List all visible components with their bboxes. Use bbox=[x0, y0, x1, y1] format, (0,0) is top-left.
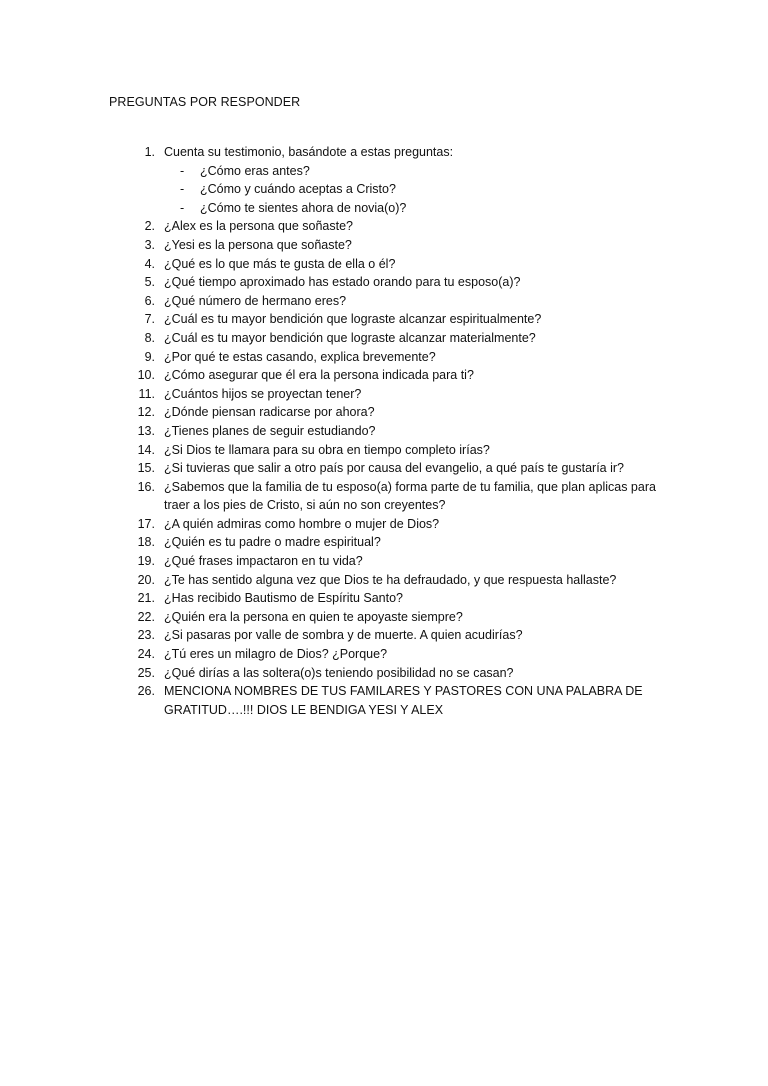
list-item bbox=[118, 552, 678, 571]
list-item bbox=[118, 255, 678, 274]
question-text: ¿Te has sentido alguna vez que Dios te ha defraudado, y que respuesta hallaste? bbox=[164, 572, 617, 587]
question-text: ¿Tienes planes de seguir estudiando? bbox=[164, 423, 376, 438]
list-item bbox=[118, 143, 678, 162]
question-text: ¿Tú eres un milagro de Dios? ¿Porque? bbox=[164, 647, 388, 662]
list-number: 20. bbox=[137, 572, 155, 587]
list-number: 4. bbox=[144, 256, 155, 271]
list-number: 25. bbox=[137, 665, 155, 680]
list-item bbox=[118, 422, 678, 441]
question-text: ¿Sabemos que la familia de tu esposo(a) forma parte de tu familia, que plan aplicas para traer a los pies de Cristo, si aún no son creyentes? bbox=[164, 479, 656, 513]
list-item bbox=[118, 608, 678, 627]
list-item bbox=[118, 217, 678, 236]
question-text: ¿A quién admiras como hombre o mujer de Dios? bbox=[164, 516, 440, 531]
question-text: ¿Qué número de hermano eres? bbox=[164, 293, 347, 308]
subitem-bullet: - bbox=[180, 200, 185, 215]
list-number: 16. bbox=[137, 479, 155, 494]
list-item bbox=[118, 515, 678, 534]
question-text: ¿Quién era la persona en quien te apoyaste siempre? bbox=[164, 609, 463, 624]
list-number: 8. bbox=[144, 330, 155, 345]
list-item bbox=[118, 348, 678, 367]
subitem bbox=[180, 162, 678, 181]
question-text: ¿Qué dirías a las soltera(o)s teniendo posibilidad no se casan? bbox=[164, 665, 514, 680]
list-item bbox=[118, 310, 678, 329]
list-number: 17. bbox=[137, 516, 155, 531]
list-number: 13. bbox=[137, 423, 155, 438]
list-item bbox=[118, 589, 678, 608]
question-text: ¿Cuántos hijos se proyectan tener? bbox=[164, 386, 362, 401]
list-item bbox=[118, 682, 678, 719]
question-text: ¿Quién es tu padre o madre espiritual? bbox=[164, 535, 381, 550]
question-text: ¿Has recibido Bautismo de Espíritu Santo? bbox=[164, 591, 404, 606]
list-number: 10. bbox=[137, 368, 155, 383]
list-item bbox=[118, 366, 678, 385]
list-number: 23. bbox=[137, 628, 155, 643]
list-number: 14. bbox=[137, 442, 155, 457]
subitem-text: ¿Cómo y cuándo aceptas a Cristo? bbox=[200, 182, 396, 197]
list-number: 22. bbox=[137, 609, 155, 624]
list-item bbox=[118, 626, 678, 645]
question-text: ¿Cuál es tu mayor bendición que lograste alcanzar espiritualmente? bbox=[164, 312, 542, 327]
list-item bbox=[118, 273, 678, 292]
question-text: ¿Qué es lo que más te gusta de ella o él? bbox=[164, 256, 396, 271]
question-text: ¿Si Dios te llamara para su obra en tiempo completo irías? bbox=[164, 442, 490, 457]
list-number: 24. bbox=[137, 647, 155, 662]
list-item bbox=[118, 403, 678, 422]
subitem-bullet: - bbox=[180, 163, 185, 178]
list-number: 5. bbox=[144, 275, 155, 290]
question-text: Cuenta su testimonio, basándote a estas preguntas: bbox=[164, 145, 454, 159]
question-text: ¿Por qué te estas casando, explica brevemente? bbox=[164, 349, 436, 364]
question-text: ¿Si pasaras por valle de sombra y de muerte. A quien acudirías? bbox=[164, 628, 523, 643]
question-text: ¿Cómo asegurar que él era la persona indicada para ti? bbox=[164, 368, 474, 383]
list-item bbox=[118, 478, 678, 515]
list-number: 26. bbox=[137, 684, 155, 699]
list-number: 11. bbox=[138, 386, 155, 401]
list-number: 3. bbox=[144, 237, 155, 252]
list-item bbox=[118, 459, 678, 478]
question-text: ¿Qué frases impactaron en tu vida? bbox=[164, 554, 363, 569]
question-text: ¿Alex es la persona que soñaste? bbox=[164, 219, 354, 234]
list-item bbox=[118, 571, 678, 590]
list-item bbox=[118, 236, 678, 255]
list-number: 15. bbox=[137, 461, 155, 476]
question-text: ¿Qué tiempo aproximado has estado orando para tu esposo(a)? bbox=[164, 275, 521, 290]
list-number: 21. bbox=[137, 591, 155, 606]
list-number: 12. bbox=[137, 405, 155, 420]
question-text: MENCIONA NOMBRES DE TUS FAMILARES Y PASTORES CON UNA PALABRA DE GRATITUD….!!! DIOS LE BENDIGA YESI Y ALEX bbox=[164, 684, 643, 717]
list-number: 7. bbox=[144, 312, 155, 327]
question-text: ¿Si tuvieras que salir a otro país por causa del evangelio, a qué país te gustaría ir? bbox=[164, 461, 624, 476]
list-number: 6. bbox=[144, 293, 155, 308]
question-text: ¿Dónde piensan radicarse por ahora? bbox=[164, 405, 375, 420]
question-text: ¿Yesi es la persona que soñaste? bbox=[164, 237, 352, 252]
list-number: 2. bbox=[144, 219, 155, 234]
questions-list bbox=[118, 143, 678, 719]
subitem-text: ¿Cómo eras antes? bbox=[200, 163, 310, 178]
list-item bbox=[118, 664, 678, 683]
list-item bbox=[118, 441, 678, 460]
subitem-text: ¿Cómo te sientes ahora de novia(o)? bbox=[200, 200, 407, 215]
subitem bbox=[180, 199, 678, 218]
list-number: 9. bbox=[144, 349, 155, 364]
list-item bbox=[118, 329, 678, 348]
list-number: 1. bbox=[144, 145, 155, 159]
subitem bbox=[180, 180, 678, 199]
question-text: ¿Cuál es tu mayor bendición que lograste alcanzar materialmente? bbox=[164, 330, 536, 345]
list-number: 19. bbox=[137, 554, 155, 569]
list-number: 18. bbox=[137, 535, 155, 550]
list-item bbox=[118, 645, 678, 664]
subitem-bullet: - bbox=[180, 182, 185, 197]
list-item bbox=[118, 292, 678, 311]
page-title: PREGUNTAS POR RESPONDER bbox=[109, 95, 301, 109]
list-item bbox=[118, 385, 678, 404]
list-item bbox=[118, 533, 678, 552]
